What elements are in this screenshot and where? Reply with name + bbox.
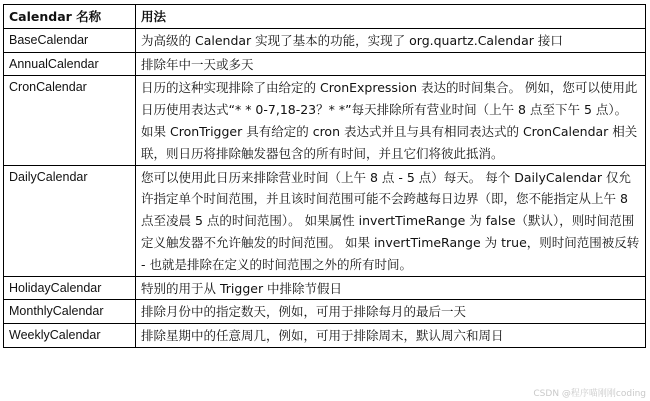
calendar-name: AnnualCalendar — [4, 52, 136, 76]
calendar-table — [3, 4, 646, 348]
calendar-usage: 排除年中一天或多天 — [136, 52, 646, 76]
csdn-watermark: CSDN @程序喵刚刚coding — [533, 389, 646, 399]
calendar-usage: 排除星期中的任意周几，例如，可用于排除周末，默认周六和周日 — [136, 324, 646, 348]
calendar-name: HolidayCalendar — [4, 276, 136, 300]
calendar-usage: 为高级的 Calendar 实现了基本的功能，实现了 org.quartz.Calendar 接口 — [136, 28, 646, 52]
calendar-usage: 日历的这种实现排除了由给定的 CronExpression 表达的时间集合。 例如，您可以使用此日历使用表达式“* * 0-7,18-23？* *”每天排除所有营业时间（上午 8 点至下午 5 点）。 如果 CronTrigger 具有给定的 cron 表达式并且与具有相同表达式的 CronCalendar 相关联，则日历将排除触发器包含的所有时间，并且它们将彼此抵消。 — [136, 76, 646, 165]
header-calendar-name: Calendar 名称 — [4, 5, 136, 29]
calendar-name: DailyCalendar — [4, 165, 136, 276]
calendar-usage: 您可以使用此日历来排除营业时间（上午 8 点 - 5 点）每天。 每个 DailyCalendar 仅允许指定单个时间范围，并且该时间范围可能不会跨越每日边界（即，您不能指定从上午 8 点至凌晨 5 点的时间范围）。 如果属性 invertTimeRange 为 false（默认），则时间范围定义触发器不允许触发的时间范围。 如果 invertTimeRange 为 true，则时间范围被反转 - 也就是排除在定义的时间范围之外的所有时间。 — [136, 165, 646, 276]
calendar-name: CronCalendar — [4, 76, 136, 165]
calendar-name: WeeklyCalendar — [4, 324, 136, 348]
table-row — [4, 300, 646, 324]
table-row — [4, 28, 646, 52]
table-row — [4, 324, 646, 348]
calendar-name: MonthlyCalendar — [4, 300, 136, 324]
table-row — [4, 52, 646, 76]
table-row — [4, 165, 646, 276]
calendar-usage: 排除月份中的指定数天，例如，可用于排除每月的最后一天 — [136, 300, 646, 324]
table-row — [4, 76, 646, 165]
table-header-row — [4, 5, 646, 29]
calendar-name: BaseCalendar — [4, 28, 136, 52]
header-usage: 用法 — [136, 5, 646, 29]
table-row — [4, 276, 646, 300]
calendar-usage: 特别的用于从 Trigger 中排除节假日 — [136, 276, 646, 300]
